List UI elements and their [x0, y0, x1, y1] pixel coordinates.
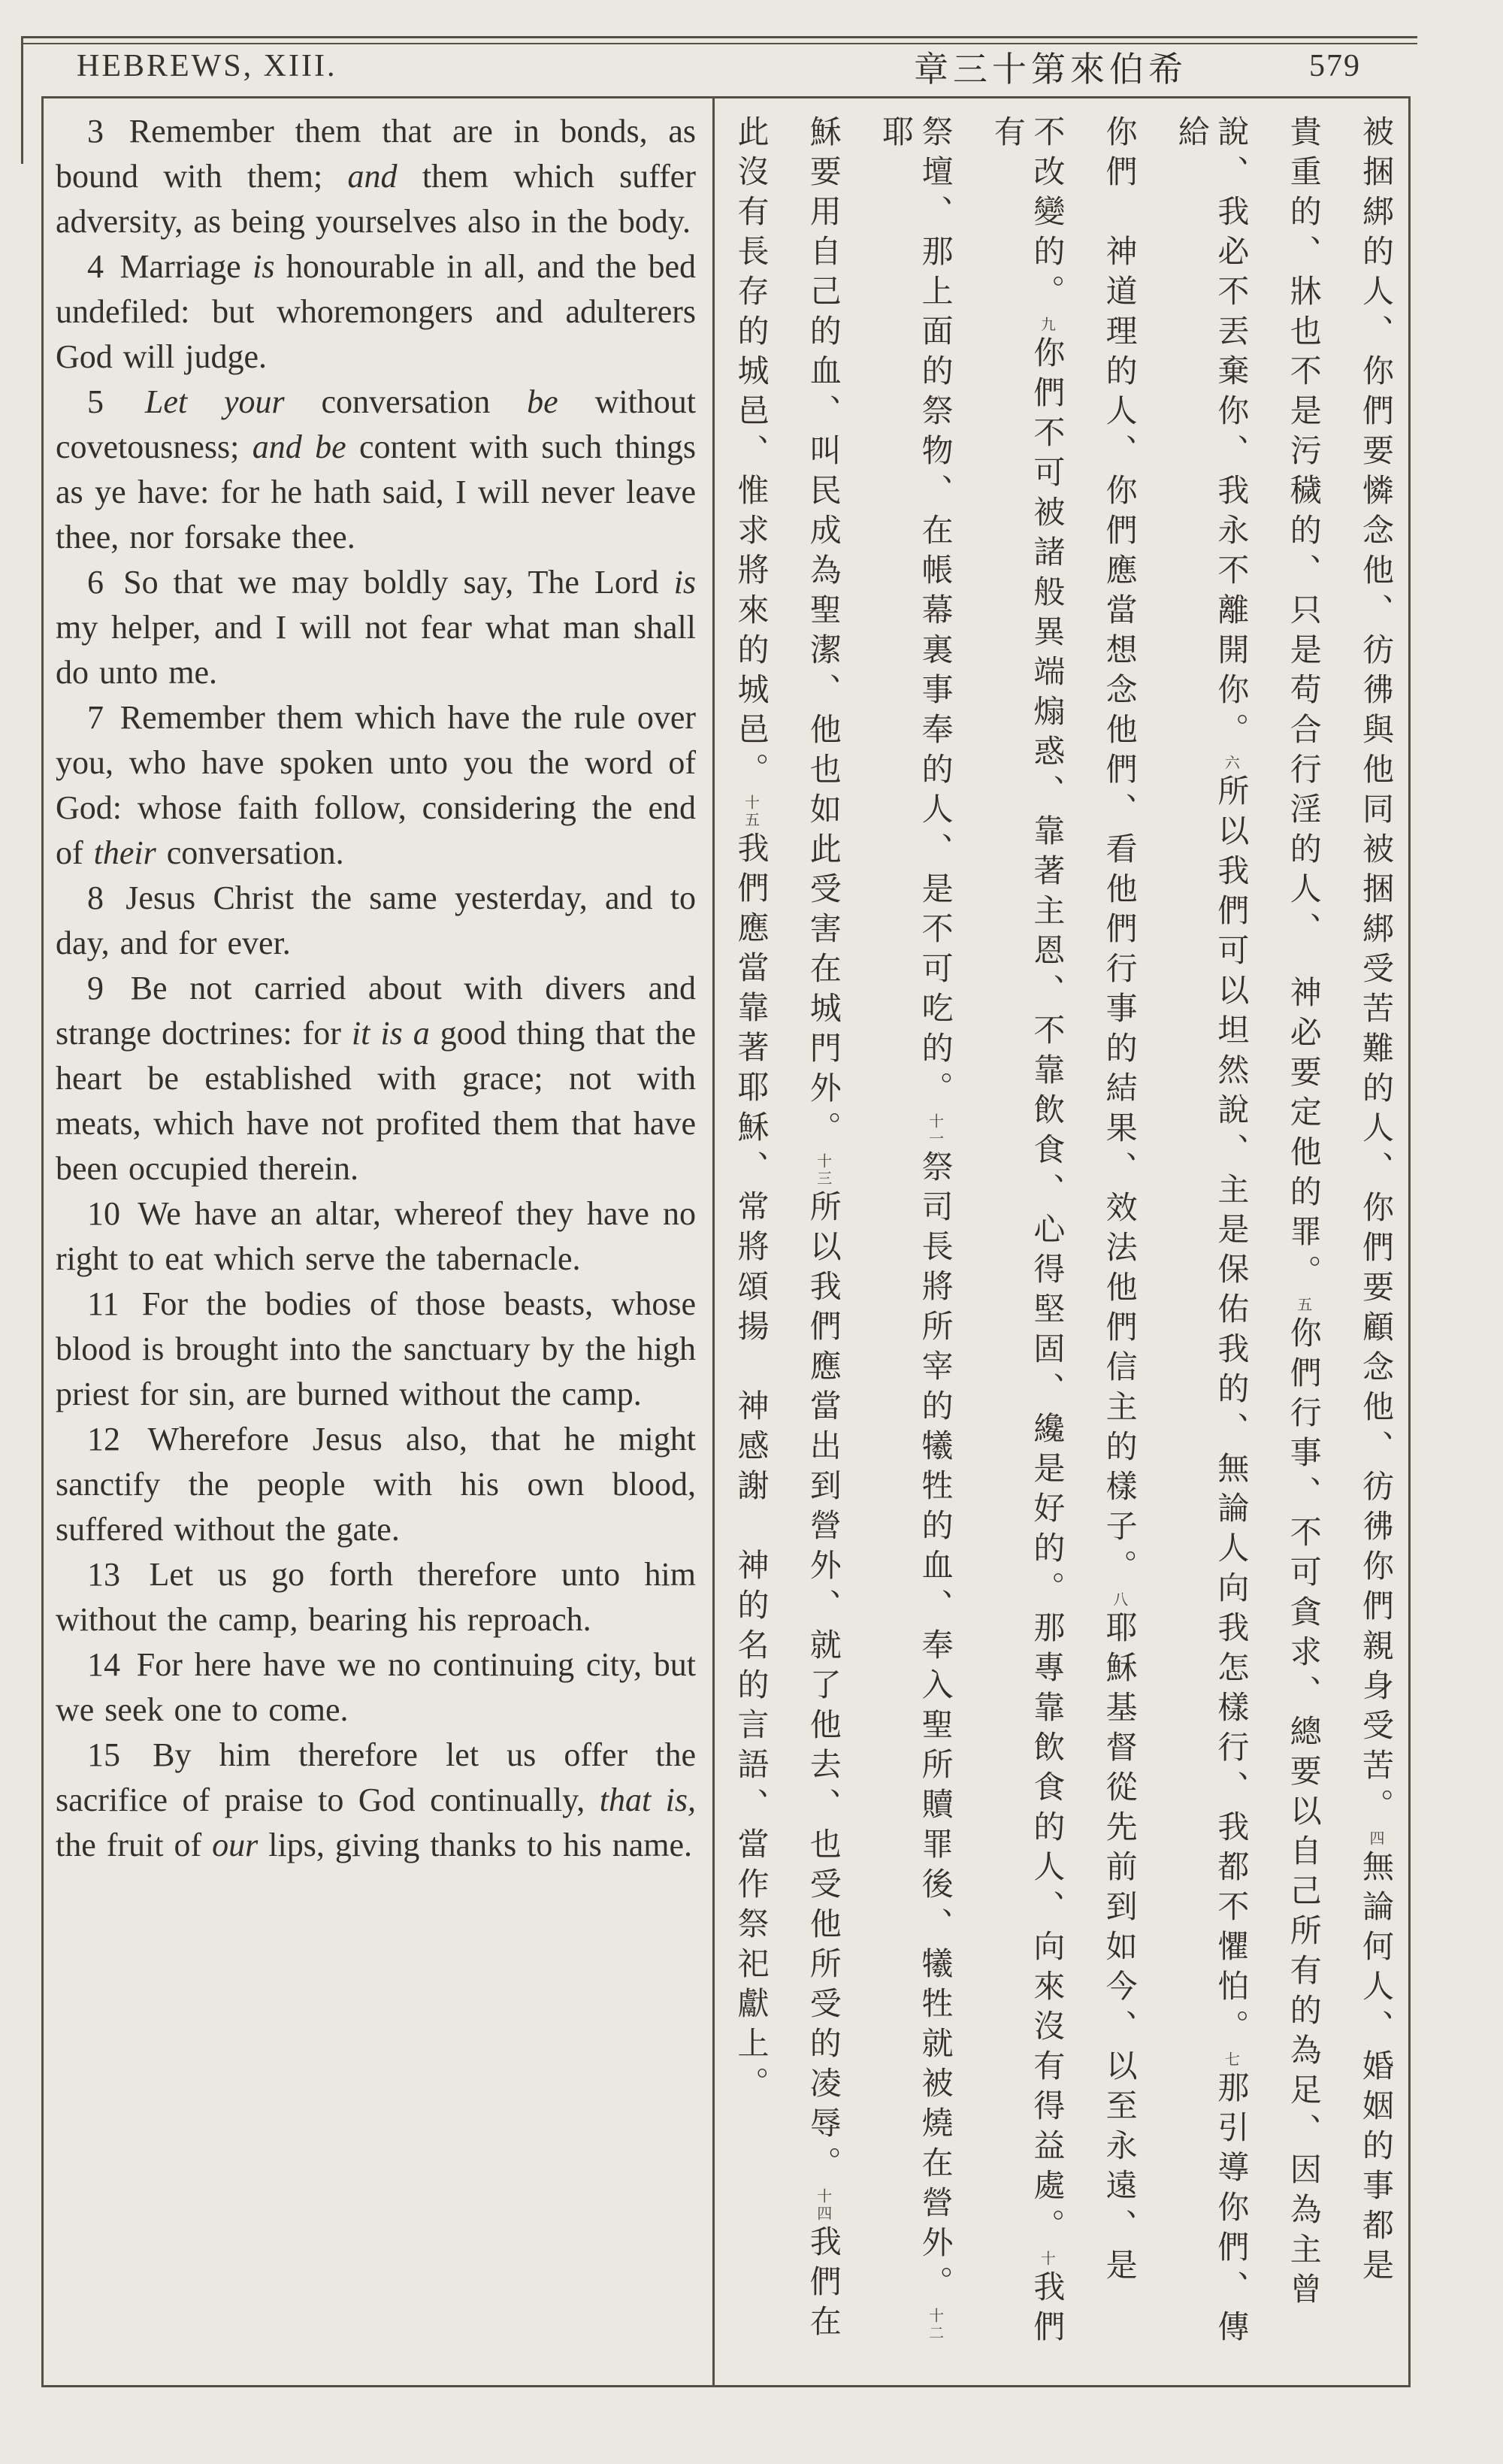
verse-number: 9 — [87, 970, 104, 1006]
chinese-column: 你們 神道理的人、你們應當想念他們、看他們行事的結果、效法他們信主的樣子。八耶穌基督從先前到如今、以至永遠、是 — [1101, 115, 1136, 2288]
italic-text: and — [347, 158, 398, 195]
verse-marker: 十 — [1038, 2251, 1055, 2268]
verse-paragraph: 13 Let us go forth therefore unto him without the camp, bearing his reproach. — [56, 1556, 696, 1638]
verse-number: 4 — [87, 248, 104, 285]
verse-number: 10 — [87, 1195, 120, 1232]
chinese-column: 說、我必不丟棄你、我永不離開你。六所以我們可以坦然說、主是保佑我的、無論人向我怎樣行、我都不懼怕。七那引導你們、傳給 — [1173, 115, 1248, 2350]
verse-paragraph: 6 So that we may boldly say, The Lord is my helper, and I will not fear what man shall do unto me. — [56, 564, 696, 691]
verse-marker: 四 — [1366, 1830, 1384, 1848]
verse-paragraph: 9 Be not carried about with divers and strange doctrines: for it is a good thing that the heart be established with grace; not with meats, which have not profited them that have been occupied therein. — [56, 970, 697, 1187]
left-edge-rule — [21, 36, 23, 164]
running-title-chinese: 章三十第來伯希 — [914, 50, 1187, 89]
verse-marker: 六 — [1222, 755, 1239, 772]
verse-paragraph: 11 For the bodies of those beasts, whose blood is brought into the sanctuary by the high priest for sin, are burned without the camp. — [56, 1285, 696, 1412]
english-verses — [56, 109, 696, 1868]
verse-marker: 十四 — [814, 2188, 831, 2223]
verse-number: 15 — [87, 1736, 120, 1773]
italic-text: Let your — [144, 383, 285, 420]
italic-text: their — [93, 834, 156, 871]
verse-paragraph: 14 For here have we no continuing city, but we seek one to come. — [56, 1646, 696, 1728]
italic-text: is — [253, 248, 275, 285]
verse-number: 5 — [87, 383, 104, 420]
chinese-column: 貴重的、牀也不是污穢的、只是苟合行淫的人、 神必要定他的罪。五你們行事、不可貪求、總要以自己所有的為足、因為主曾 — [1285, 115, 1320, 2312]
verse-number: 12 — [87, 1421, 120, 1458]
verse-number: 13 — [87, 1556, 120, 1593]
verse-number: 14 — [87, 1646, 120, 1683]
verse-marker: 五 — [1294, 1297, 1311, 1314]
verse-paragraph: 3 Remember them that are in bonds, as bound with them; and them which suffer adversity, as being yourselves also in the body. — [56, 113, 696, 240]
verse-paragraph: 8 Jesus Christ the same yesterday, and to day, and for ever. — [56, 879, 697, 961]
content-box — [41, 96, 1411, 2387]
verse-paragraph: 15 By him therefore let us offer the sacrifice of praise to God continually, that is, the fruit of our lips, giving thanks to his name. — [56, 1736, 696, 1863]
verse-marker: 十五 — [742, 795, 759, 829]
verse-paragraph: 5 Let your conversation be without covetousness; and be content with such things as ye have: for he hath said, I will never leave thee, nor forsake thee. — [56, 383, 697, 555]
verse-number: 7 — [87, 699, 104, 736]
chinese-column: 不改變的。九你們不可被諸般異端煽惑、靠著主恩、不靠飲食、心得堅固、纔是好的。那專靠飲食的人、向來沒有得益處。十我們有 — [989, 115, 1064, 2350]
italic-text: that is, — [599, 1781, 696, 1818]
chinese-column: 祭壇、那上面的祭物、在帳幕裏事奉的人、是不可吃的。十一祭司長將所宰的犧牲的血、奉入聖所贖罪後、犧牲就被燒在營外。十二耶 — [875, 115, 954, 2369]
verse-marker: 八 — [1110, 1591, 1127, 1609]
verse-number: 3 — [87, 113, 104, 150]
italic-text: and be — [252, 428, 346, 465]
top-double-rule — [21, 36, 1417, 44]
running-title-english: HEBREWS, XIII. — [77, 49, 337, 83]
verse-marker: 九 — [1038, 316, 1055, 334]
verse-marker: 十一 — [926, 1113, 943, 1148]
italic-text: be — [527, 383, 558, 420]
italic-text: is — [673, 564, 696, 601]
italic-text: it is a — [351, 1015, 430, 1052]
chinese-column: 穌要用自己的血、叫民成為聖潔、他也如此受害在城門外。十三所以我們應當出到營外、就了他去、也受他所受的凌辱。十四我們在 — [805, 115, 840, 2344]
verse-paragraph: 7 Remember them which have the rule over you, who have spoken unto you the word of God: whose faith follow, considering the end of their conversation. — [56, 699, 697, 871]
column-divider — [712, 98, 715, 2385]
verse-number: 11 — [87, 1285, 119, 1322]
verse-paragraph: 4 Marriage is honourable in all, and the bed undefiled: but whoremongers and adulterers God will judge. — [56, 248, 696, 375]
verse-paragraph: 10 We have an altar, whereof they have no right to eat which serve the tabernacle. — [56, 1195, 696, 1277]
verse-number: 6 — [87, 564, 104, 601]
verse-marker: 七 — [1222, 2051, 1239, 2069]
italic-text: our — [212, 1827, 259, 1863]
verse-paragraph: 12 Wherefore Jesus also, that he might sanctify the people with his own blood, suffered without the gate. — [56, 1421, 696, 1548]
chinese-text-area — [730, 115, 1395, 2369]
page-number: 579 — [1309, 49, 1361, 83]
verse-marker: 十二 — [926, 2308, 943, 2342]
chinese-column: 被捆綁的人、你們要憐念他、彷彿與他同被捆綁受苦難的人、你們要顧念他、彷彿你們親身受苦。四無論何人、婚姻的事都是 — [1357, 115, 1393, 2288]
verse-number: 8 — [87, 879, 104, 916]
verse-marker: 十三 — [814, 1153, 831, 1188]
chinese-column: 此沒有長存的城邑、惟求將來的城邑。十五我們應當靠著耶穌、常將頌揚 神感謝 神的名的言語、當作祭祀獻上。 — [733, 115, 768, 2106]
